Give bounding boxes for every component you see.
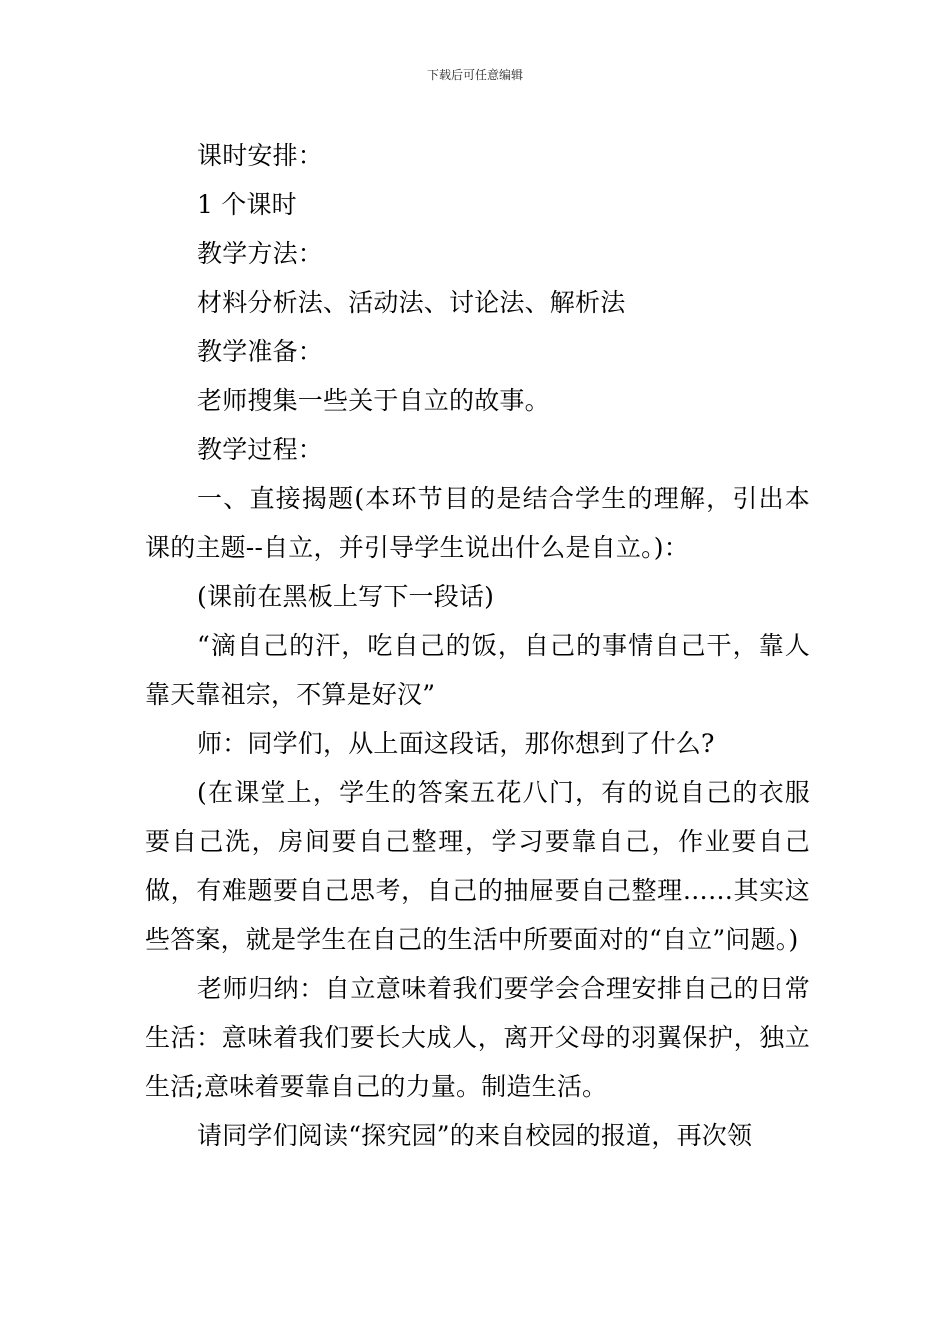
paragraph-blackboard-note: (课前在黑板上写下一段话) xyxy=(197,582,495,611)
paragraph-preparation-heading: 教学准备： xyxy=(197,337,324,366)
paragraph-step-one: 一、直接揭题(本环节目的是结合学生的理解，引出本课的主题--自立，并引导学生说出什么是自立。)： xyxy=(145,484,810,562)
document-body xyxy=(145,131,810,1160)
paragraph-teacher-summary: 老师归纳：自立意味着我们要学会合理安排自己的日常生活：意味着我们要长大成人，离开父母的羽翼保护，独立生活;意味着要靠自己的力量。制造生活。 xyxy=(145,974,810,1101)
paragraph-schedule-heading: 课时安排： xyxy=(197,141,324,170)
paragraph-method-heading: 教学方法： xyxy=(197,239,324,268)
paragraph-quote: “滴自己的汗，吃自己的饭，自己的事情自己干，靠人靠天靠祖宗，不算是好汉” xyxy=(145,631,810,709)
paragraph-reading-task: 请同学们阅读“探究园”的来自校园的报道，再次领 xyxy=(197,1121,753,1150)
paragraph-student-answers: (在课堂上，学生的答案五花八门，有的说自己的衣服要自己洗，房间要自己整理，学习要靠自己，作业要自己做，有难题要自己思考，自己的抽屉要自己整理……其实这些答案，就是学生在自己的生活中所要面对的“自立”问题。) xyxy=(145,778,810,954)
paragraph-preparation-value: 老师搜集一些关于自立的故事。 xyxy=(197,386,550,415)
header-note: 下载后可任意编辑 xyxy=(426,68,523,82)
paragraph-teacher-question: 师：同学们，从上面这段话，那你想到了什么? xyxy=(197,729,715,758)
paragraph-method-value: 材料分析法、活动法、讨论法、解析法 xyxy=(197,288,626,317)
paragraph-schedule-value: 1 个课时 xyxy=(197,190,297,219)
paragraph-process-heading: 教学过程： xyxy=(197,435,324,464)
